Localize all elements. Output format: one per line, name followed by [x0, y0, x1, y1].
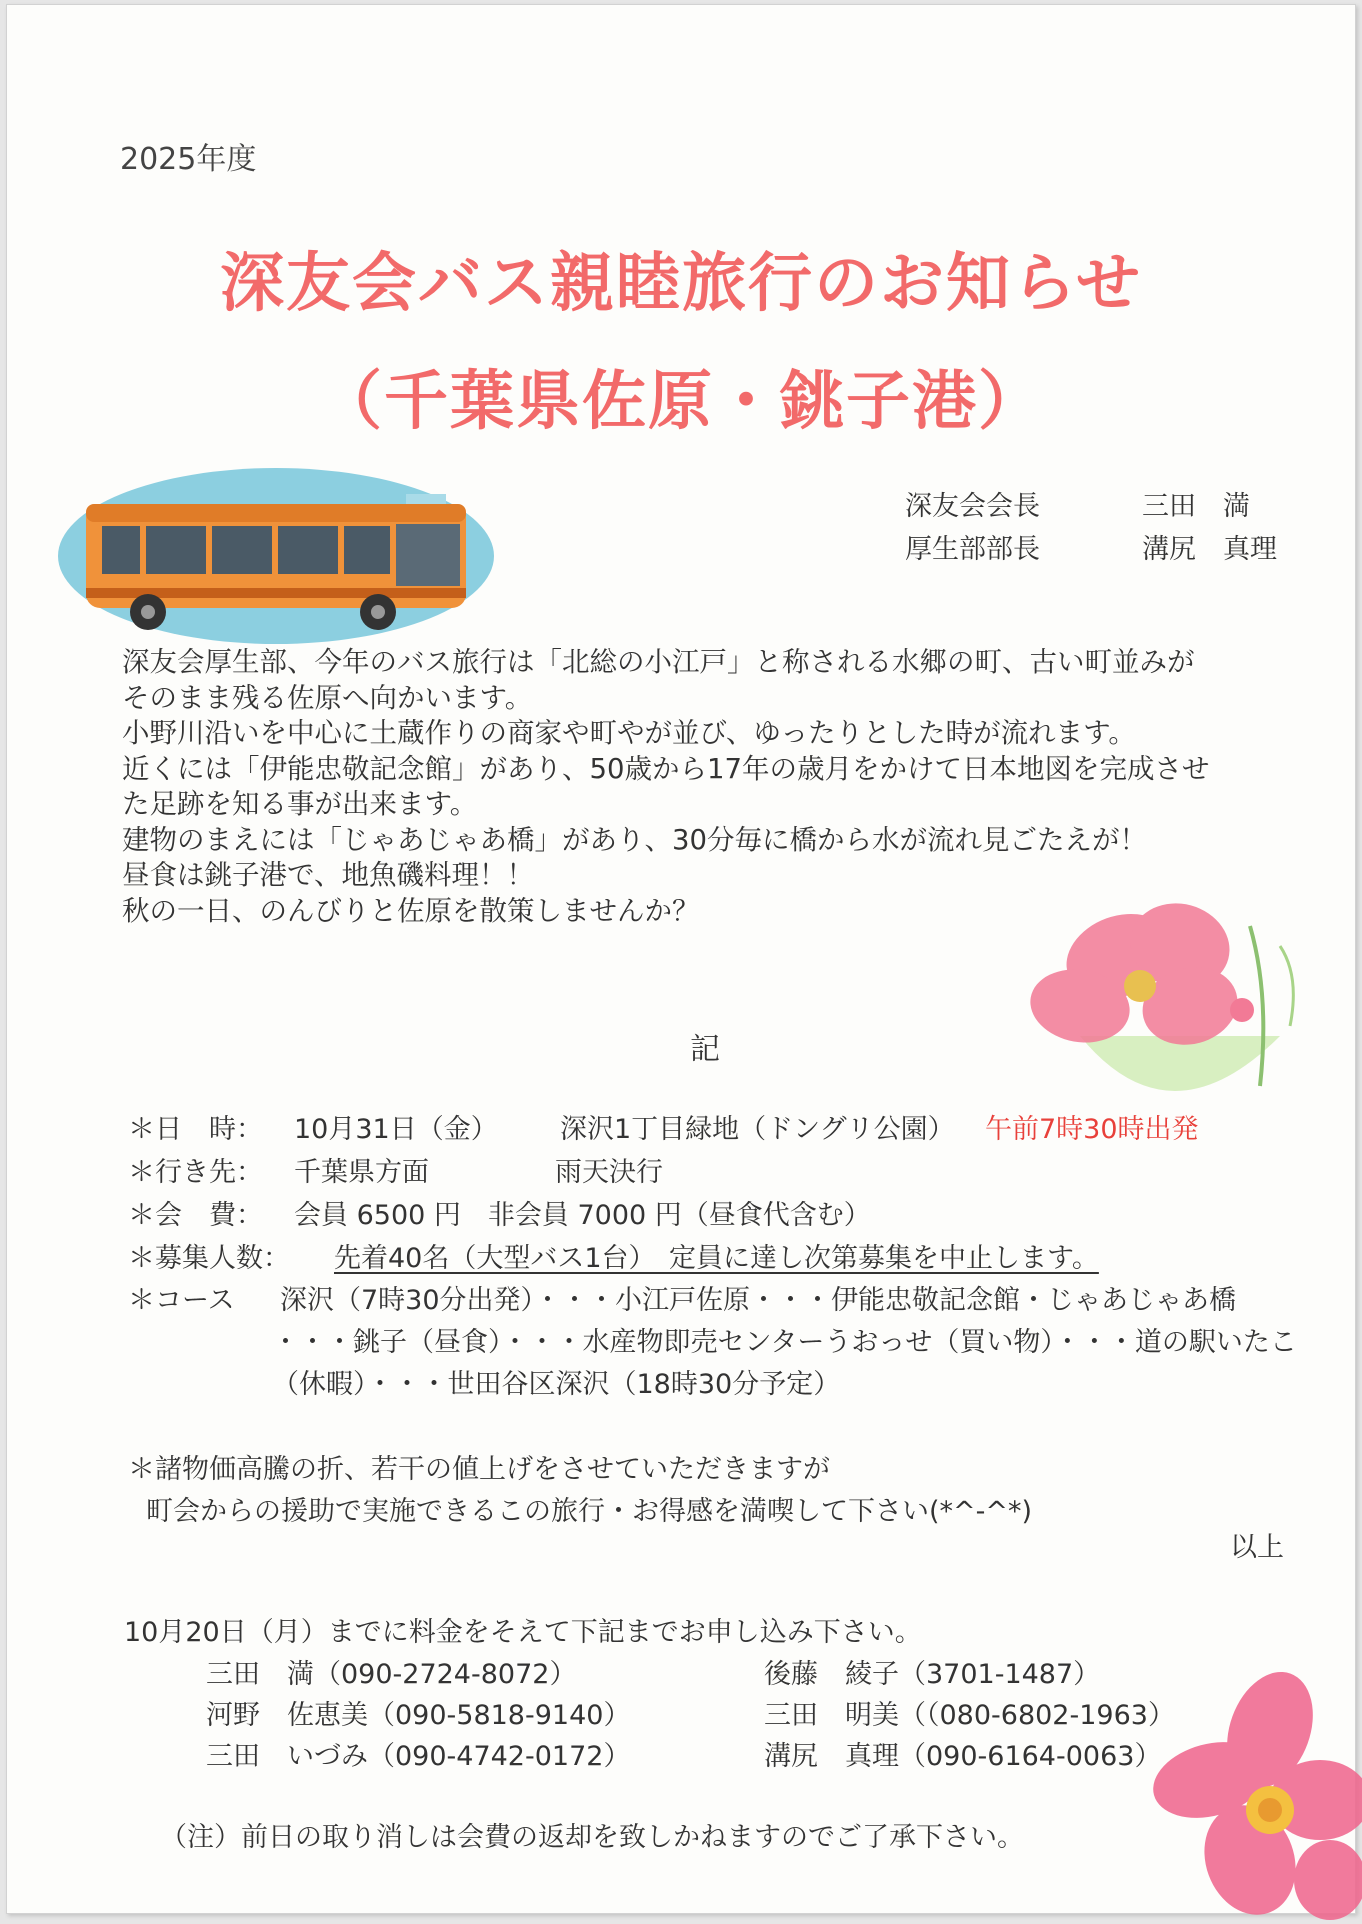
course-line: ・・・銚子（昼食）・・・水産物即売センターうおっせ（買い物）・・・道の駅いたこ: [272, 1327, 1297, 1358]
title-line1: 深友会バス親睦旅行のお知らせ: [219, 247, 1143, 321]
intro-line: 深友会厚生部、今年のバス旅行は「北総の小江戸」と称される水郷の町、古い町並みが: [122, 646, 1195, 678]
contact-entry: 三田 満（090-2724-8072）: [206, 1659, 577, 1690]
date-label: ＊日 時：: [128, 1114, 263, 1145]
ki-mark: 記: [690, 1032, 720, 1067]
fee-label: ＊会 費：: [128, 1200, 263, 1231]
officer-role-2: 厚生部部長: [905, 534, 1040, 565]
cancellation-note: （注）前日の取り消しは会費の返却を致しかねますのでご了承下さい。: [160, 1822, 1024, 1853]
officer-name-1: 三田 満: [1142, 491, 1250, 522]
capacity-label: ＊募集人数：: [128, 1243, 290, 1274]
cosmos-flower-illustration: [1020, 886, 1350, 1106]
destination-label: ＊行き先：: [128, 1157, 263, 1188]
destination-value: 千葉県方面: [294, 1157, 429, 1188]
flower-icon: [1130, 1670, 1362, 1920]
bus-illustration: [56, 464, 496, 656]
contact-entry: 溝尻 真理（090-6164-0063）: [764, 1741, 1162, 1772]
cosmos-flower-illustration: [1130, 1670, 1362, 1920]
course-line: 深沢（7時30分出発）・・・小江戸佐原・・・伊能忠敬記念館・じゃあじゃあ橋: [280, 1285, 1237, 1316]
fiscal-year: 2025年度: [120, 142, 257, 177]
contact-entry: 三田 明美（（080-6802-1963）: [764, 1700, 1175, 1731]
price-note-line: 町会からの援助で実施できるこの旅行・お得感を満喫して下さい(*^-^*): [146, 1496, 1033, 1527]
bus-icon: [56, 464, 496, 656]
departure-time: 午前7時30時出発: [985, 1114, 1199, 1145]
officer-name-2: 溝尻 真理: [1142, 534, 1277, 565]
officer-role-1: 深友会会長: [905, 491, 1040, 522]
course-line: （休暇）・・・世田谷区深沢（18時30分予定）: [272, 1369, 841, 1400]
deadline-text: 10月20日（月）までに料金をそえて下記までお申し込み下さい。: [124, 1617, 922, 1648]
intro-line: 秋の一日、のんびりと佐原を散策しませんか？: [122, 894, 700, 927]
intro-line: 昼食は銚子港で、地魚磯料理！！: [122, 859, 534, 891]
intro-line: そのまま残る佐原へ向かいます。: [122, 681, 533, 714]
course-label: ＊コース: [128, 1285, 235, 1316]
flower-icon: [1020, 886, 1350, 1106]
capacity-value: 先着40名（大型バス1台） 定員に達し次第募集を中止します。: [334, 1243, 1099, 1274]
fee-value: 会員 6500 円 非会員 7000 円（昼食代含む）: [294, 1200, 871, 1231]
intro-line: 小野川沿いを中心に土蔵作りの商家や町やが並び、ゆったりとした時が流れます。: [122, 717, 1136, 749]
contact-entry: 河野 佐恵美（090-5818-9140）: [206, 1700, 631, 1731]
contact-entry: 後藤 綾子（3701-1487）: [764, 1659, 1101, 1690]
date-value: 10月31日（金）: [294, 1114, 498, 1145]
price-note-line: ＊諸物価高騰の折、若干の値上げをさせていただきますが: [128, 1454, 830, 1485]
intro-line: 建物のまえには「じゃあじゃあ橋」があり、30分毎に橋から水が流れ見ごたえが！: [122, 823, 1147, 856]
ijo-mark: 以上: [1230, 1532, 1284, 1563]
contact-entry: 三田 いづみ（090-4742-0172）: [206, 1741, 631, 1772]
intro-line: た足跡を知る事が出来ます。: [122, 788, 478, 820]
title-line2: （千葉県佐原・銚子港）: [318, 365, 1044, 439]
meeting-place: 深沢1丁目緑地（ドングリ公園）: [560, 1114, 955, 1145]
intro-line: 近くには「伊能忠敬記念館」があり、50歳から17年の歳月をかけて日本地図を完成させ: [122, 752, 1210, 785]
rain-note: 雨天決行: [555, 1157, 663, 1188]
